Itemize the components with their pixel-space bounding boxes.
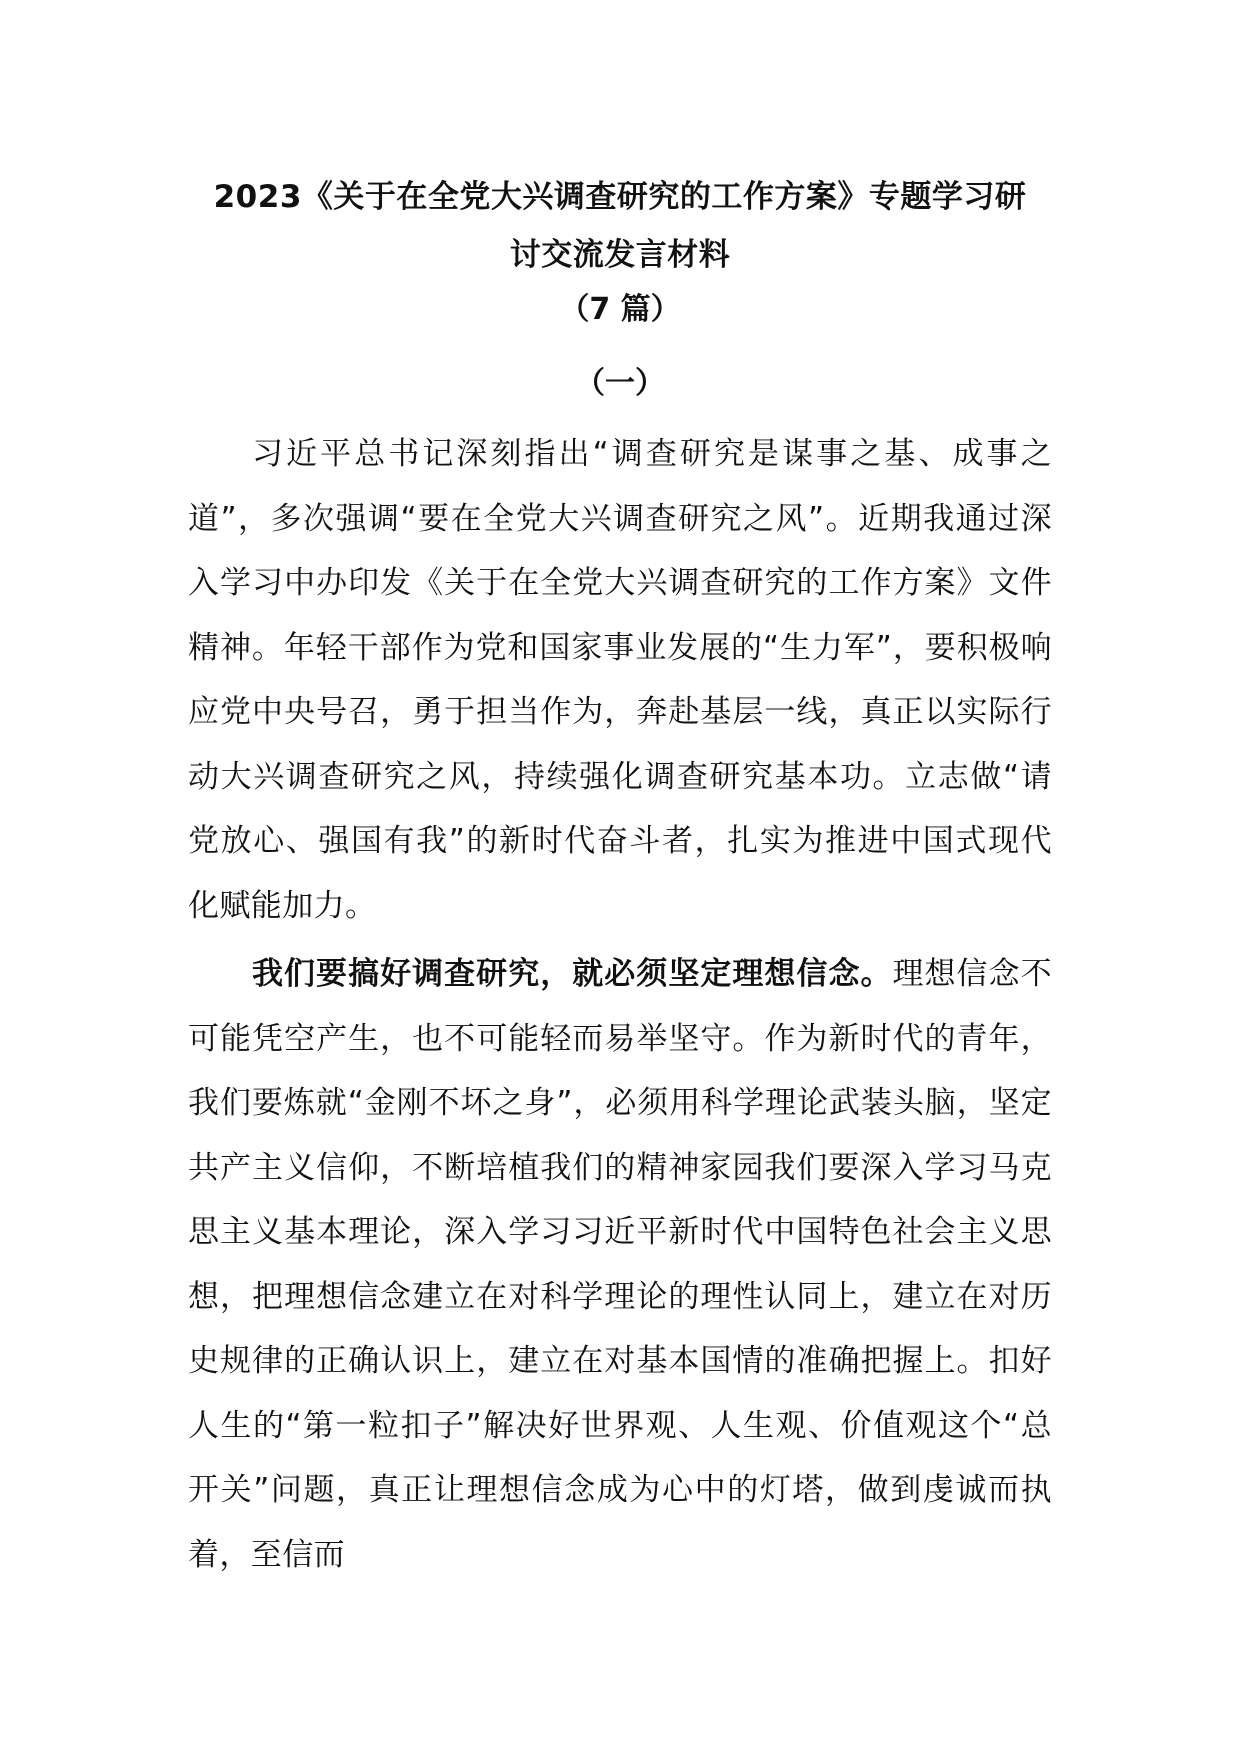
article-count: （7 篇） bbox=[559, 292, 681, 327]
title-line-1: 2023《关于在全党大兴调查研究的工作方案》专题学习研 bbox=[213, 179, 1027, 215]
body-paragraph-2 bbox=[188, 942, 1052, 1587]
section-heading: （一） bbox=[575, 366, 665, 401]
title-line-2: 讨交流发言材料 bbox=[509, 237, 731, 273]
paragraph-body-text: 理想信念不可能凭空产生，也不可能轻而易举坚守。作为新时代的青年，我们要炼就“金刚不坏之身”，必须用科学理论武装头脑，坚定共产主义信仰，不断培植我们的精神家园我们要深入学习马克思主义基本理论，深入学习习近平新时代中国特色社会主义思想，把理想信念建立在对科学理论的理性认同上，建立在对历史规律的正确认识上，建立在对基本国情的准确把握上。扣好人生的“第一粒扣子”解决好世界观、人生观、价值观这个“总开关”问题，真正让理想信念成为心中的灯塔，做到虔诚而执着，至信而 bbox=[188, 956, 1052, 1573]
document-title bbox=[188, 168, 1052, 284]
document-page bbox=[188, 168, 1052, 1587]
paragraph-lead-sentence: 我们要搞好调查研究，就必须坚定理想信念。 bbox=[252, 956, 893, 992]
body-paragraph-1: 习近平总书记深刻指出“调查研究是谋事之基、成事之道”，多次强调“要在全党大兴调查研究之风”。近期我通过深入学习中办印发《关于在全党大兴调查研究的工作方案》文件精神。年轻干部作为党和国家事业发展的“生力军”，要积极响应党中央号召，勇于担当作为，奔赴基层一线，真正以实际行动大兴调查研究之风，持续强化调查研究基本功。立志做“请党放心、强国有我”的新时代奋斗者，扎实为推进中国式现代化赋能加力。 bbox=[188, 436, 1052, 924]
